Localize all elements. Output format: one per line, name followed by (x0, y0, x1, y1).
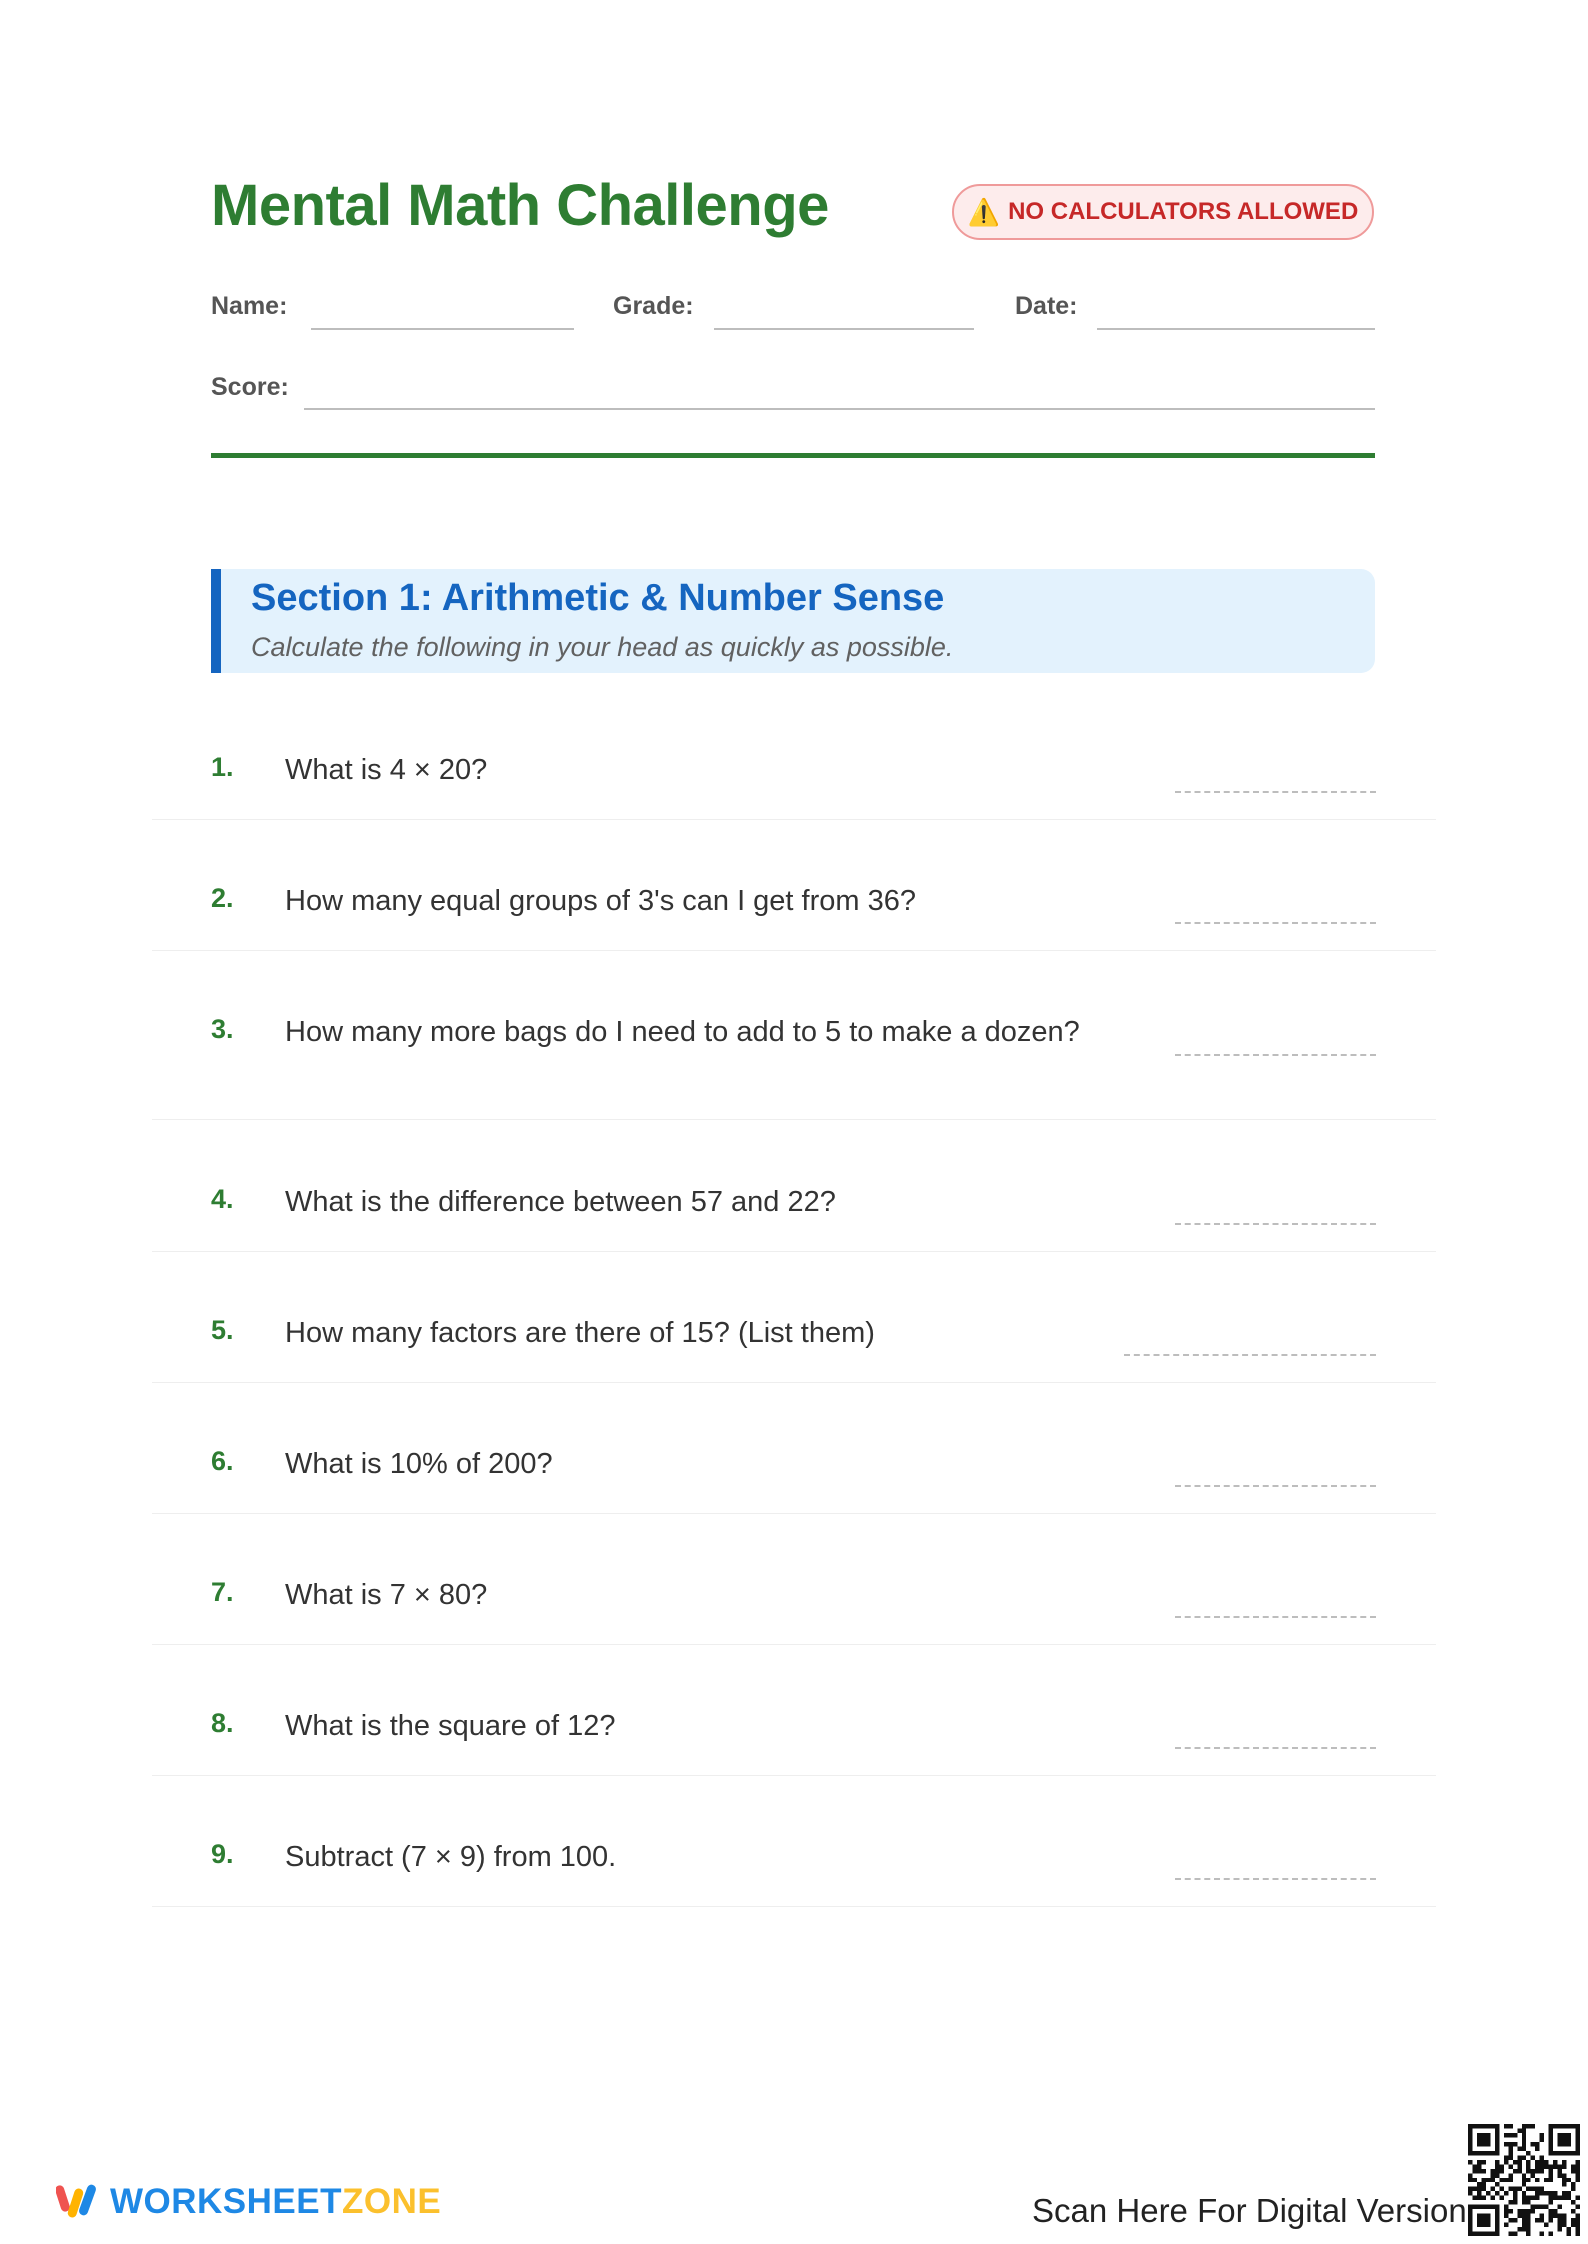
name-field[interactable] (311, 328, 574, 330)
question-text: What is 7 × 80? (285, 1579, 488, 1611)
section-header (211, 569, 1375, 673)
question-text: How many factors are there of 15? (List them) (285, 1317, 875, 1349)
badge-label: NO CALCULATORS ALLOWED (1008, 198, 1359, 225)
qr-code[interactable] (1468, 2124, 1580, 2236)
question-number: 3. (211, 1014, 234, 1044)
question-number: 7. (211, 1577, 234, 1607)
question-number: 5. (211, 1315, 234, 1345)
scan-caption: Scan Here For Digital Version (1032, 2192, 1467, 2229)
answer-field[interactable] (1175, 791, 1376, 793)
answer-field[interactable] (1175, 1054, 1376, 1056)
score-label: Score: (211, 373, 289, 401)
question-text: How many equal groups of 3's can I get from 36? (285, 885, 916, 917)
question-number: 9. (211, 1839, 234, 1869)
answer-field[interactable] (1175, 1223, 1376, 1225)
question-number: 1. (211, 752, 234, 782)
question-text: What is 4 × 20? (285, 754, 488, 786)
question-row (152, 1537, 1436, 1645)
question-text: What is the difference between 57 and 22? (285, 1186, 836, 1218)
no-calculators-badge (952, 184, 1374, 240)
answer-field[interactable] (1175, 1747, 1376, 1749)
question-text: Subtract (7 × 9) from 100. (285, 1841, 617, 1873)
page-title: Mental Math Challenge (211, 173, 829, 238)
answer-field[interactable] (1175, 1616, 1376, 1618)
question-number: 4. (211, 1184, 234, 1214)
answer-field[interactable] (1124, 1354, 1376, 1356)
answer-field[interactable] (1175, 922, 1376, 924)
question-text: What is the square of 12? (285, 1710, 616, 1742)
answer-field[interactable] (1175, 1878, 1376, 1880)
question-number: 2. (211, 883, 234, 913)
name-label: Name: (211, 292, 288, 320)
score-field[interactable] (304, 408, 1375, 410)
answer-field[interactable] (1175, 1485, 1376, 1487)
question-text: What is 10% of 200? (285, 1448, 553, 1480)
section-title: Section 1: Arithmetic & Number Sense (251, 577, 945, 619)
question-row (152, 843, 1436, 951)
logo-word-main: WORKSHEET (110, 2182, 342, 2221)
header-divider (211, 453, 1375, 458)
date-label: Date: (1015, 292, 1078, 320)
question-row (152, 712, 1436, 820)
question-row (152, 974, 1436, 1120)
worksheetzone-logo-icon (56, 2182, 98, 2222)
logo-wordmark (110, 2182, 441, 2222)
grade-label: Grade: (613, 292, 694, 320)
grade-field[interactable] (714, 328, 974, 330)
warning-icon: ⚠️ (967, 197, 1001, 227)
section-instructions: Calculate the following in your head as quickly as possible. (251, 632, 954, 662)
logo-word-accent: ZONE (342, 2182, 442, 2221)
question-row (152, 1275, 1436, 1383)
question-row (152, 1668, 1436, 1776)
question-text: How many more bags do I need to add to 5 to make a dozen? (285, 1016, 1080, 1048)
question-row (152, 1799, 1436, 1907)
question-row (152, 1144, 1436, 1252)
question-row (152, 1406, 1436, 1514)
question-number: 8. (211, 1708, 234, 1738)
question-number: 6. (211, 1446, 234, 1476)
worksheetzone-logo (56, 2182, 441, 2222)
date-field[interactable] (1097, 328, 1375, 330)
